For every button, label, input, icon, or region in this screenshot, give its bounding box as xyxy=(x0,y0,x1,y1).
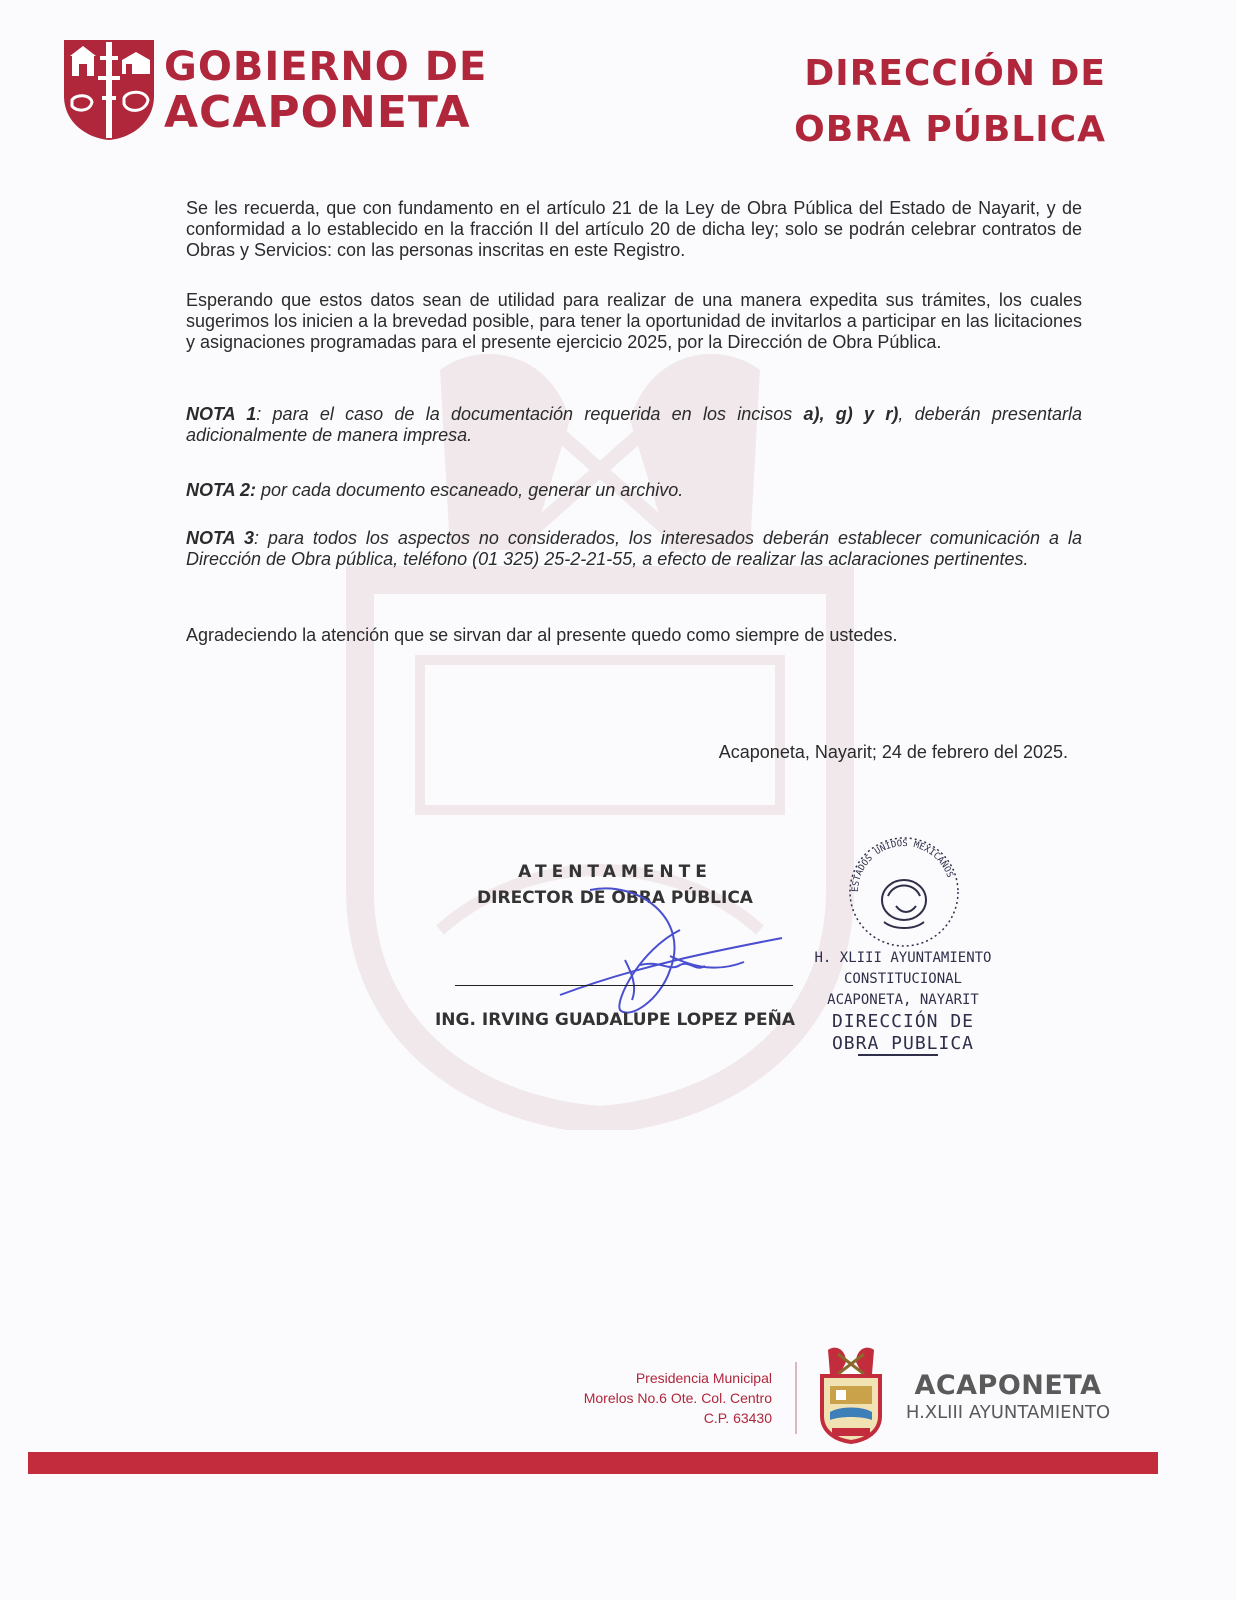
signature-line xyxy=(455,985,793,986)
official-stamp-seal xyxy=(838,826,970,950)
footer-council: H.XLIII AYUNTAMIENTO xyxy=(905,1402,1111,1423)
salutation: ATENTAMENTE xyxy=(518,862,712,882)
signer-role: DIRECTOR DE OBRA PÚBLICA xyxy=(477,888,753,908)
stamp-underline xyxy=(858,1054,938,1056)
footer-address xyxy=(584,1368,772,1428)
note-1-label: NOTA 1 xyxy=(186,404,257,424)
brand-line-1: GOBIERNO DE xyxy=(164,44,488,90)
municipal-shield-logo xyxy=(62,38,156,142)
brand-line-2: ACAPONETA xyxy=(164,87,471,138)
footer-address-line-2: Morelos No.6 Ote. Col. Centro xyxy=(583,1390,772,1406)
footer-color-bar xyxy=(28,1452,1158,1474)
stamp-line-5: OBRA PUBLICA xyxy=(831,1033,975,1054)
stamp-ring-text: ESTADOS UNIDOS MEXICANOS xyxy=(850,838,955,893)
note-3-label: NOTA 3 xyxy=(186,528,254,548)
closing-paragraph: Agradeciendo la atención que se sirvan dar al presente quedo como siempre de ustedes. xyxy=(186,625,898,645)
brand-name xyxy=(164,44,487,136)
note-1-items: a), g) y r) xyxy=(803,404,899,424)
note-2 xyxy=(186,480,1082,501)
stamp-line-3: ACAPONETA, NAYARIT xyxy=(827,992,979,1008)
note-3 xyxy=(186,528,1082,570)
footer-crest-logo xyxy=(816,1346,886,1444)
svg-text:ESTADOS UNIDOS MEXICANOS xyxy=(851,839,955,892)
note-1-text-b: , deberán presentarla adicionalmente de manera impresa. xyxy=(186,404,1082,445)
department-line-1: DIRECCIÓN DE xyxy=(804,53,1106,94)
department-title xyxy=(794,46,1106,158)
footer-divider xyxy=(795,1362,797,1434)
handwritten-signature xyxy=(520,860,810,1030)
department-line-2: OBRA PÚBLICA xyxy=(794,109,1106,150)
paragraph-registry-reminder: Se les recuerda, que con fundamento en el artículo 21 de la Ley de Obra Pública del Estado de Nayarit, y de conformidad a lo establecido en la fracción II del artículo 20 de dicha ley; solo se podrán celebrar contratos de Obras y Servicios: con las personas inscritas en este Registro. xyxy=(186,198,1082,260)
note-2-label: NOTA 2: xyxy=(186,480,256,500)
stamp-line-4: DIRECCIÓN DE xyxy=(831,1011,975,1032)
stamp-text xyxy=(808,948,998,1055)
note-3-text: : para todos los aspectos no considerados, los interesados deberán establecer comunicación a la Dirección de Obra pública, teléfono (01 325) 25-2-21-55, a efecto de realizar las aclaraciones pertinentes. xyxy=(186,528,1082,569)
place-and-date: Acaponeta, Nayarit; 24 de febrero del 2025. xyxy=(718,742,1068,762)
footer-municipality xyxy=(900,1370,1116,1424)
footer-address-line-1: Presidencia Municipal xyxy=(635,1370,772,1386)
paragraph-invitation: Esperando que estos datos sean de utilidad para realizar de una manera expedita sus trámites, los cuales sugerimos los inicien a la brevedad posible, para tener la oportunidad de invitarlos a participar en las licitaciones y asignaciones programadas para el presente ejercicio 2025, por la Dirección de Obra Pública. xyxy=(186,290,1082,352)
signer-name: ING. IRVING GUADALUPE LOPEZ PEÑA xyxy=(434,1010,795,1030)
footer-municipality-name: ACAPONETA xyxy=(914,1370,1102,1401)
stamp-line-1: H. XLIII AYUNTAMIENTO xyxy=(814,950,992,966)
note-1 xyxy=(186,404,1082,446)
note-1-text-a: : para el caso de la documentación requerida en los incisos xyxy=(256,404,804,424)
footer-address-line-3: C.P. 63430 xyxy=(703,1410,772,1426)
stamp-line-2: CONSTITUCIONAL xyxy=(843,971,962,987)
note-2-text: por cada documento escaneado, generar un archivo. xyxy=(256,480,684,500)
